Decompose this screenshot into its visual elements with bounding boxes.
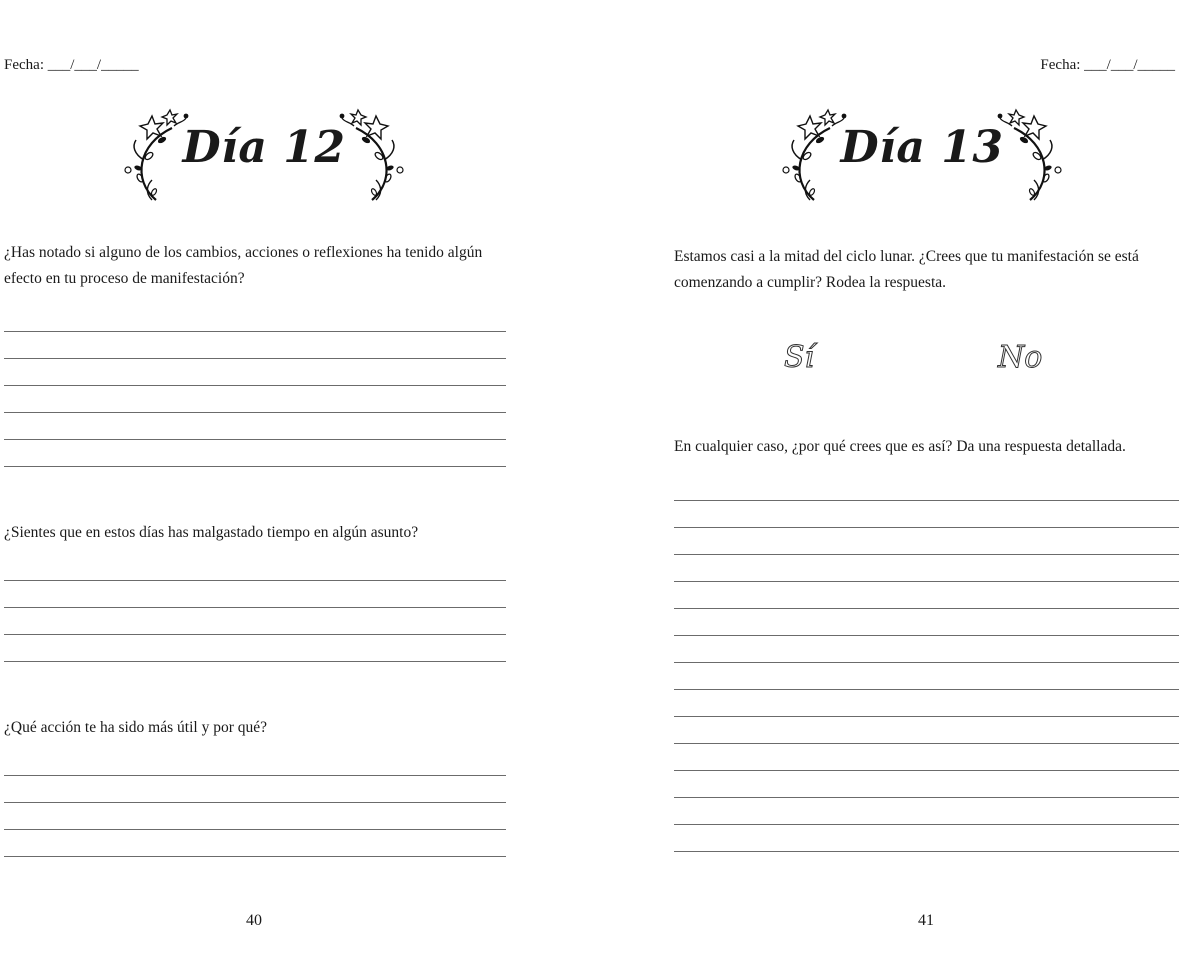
question-2: ¿Sientes que en estos días has malgastado tiempo en algún asunto? (4, 524, 419, 541)
answer-line[interactable] (4, 385, 506, 386)
answer-line[interactable] (4, 775, 506, 776)
left-page (0, 0, 560, 959)
date-field: Fecha: ___/___/_____ (1040, 57, 1175, 73)
answer-line[interactable] (674, 581, 1179, 582)
page-number: 40 (246, 912, 262, 929)
page-number: 41 (918, 912, 934, 929)
date-field: Fecha: ___/___/_____ (4, 57, 139, 73)
answer-line[interactable] (4, 802, 506, 803)
answer-line[interactable] (674, 554, 1179, 555)
question-3: ¿Qué acción te ha sido más útil y por qué? (4, 719, 267, 736)
day-title: Día 12 (182, 122, 346, 173)
question-2: En cualquier caso, ¿por qué crees que es así? Da una respuesta detallada. (674, 438, 1126, 455)
option-no[interactable]: No (998, 340, 1043, 375)
question-1: Estamos casi a la mitad del ciclo lunar. ¿Crees que tu manifestación se está comenzando a cumplir? Rodea la respuesta. (674, 248, 1139, 291)
answer-line[interactable] (674, 608, 1179, 609)
answer-line[interactable] (674, 662, 1179, 663)
answer-line[interactable] (674, 635, 1179, 636)
answer-line[interactable] (4, 607, 506, 608)
answer-line[interactable] (4, 466, 506, 467)
day-title-block (772, 96, 1072, 211)
day-title-block (114, 96, 414, 211)
answer-line[interactable] (674, 770, 1179, 771)
answer-line[interactable] (4, 661, 506, 662)
answer-line[interactable] (674, 851, 1179, 852)
option-yes[interactable]: Sí (784, 340, 815, 375)
answer-line[interactable] (674, 500, 1179, 501)
answer-line[interactable] (4, 829, 506, 830)
answer-line[interactable] (4, 331, 506, 332)
question-1: ¿Has notado si alguno de los cambios, acciones o reflexiones ha tenido algún efecto en tu proceso de manifestación? (4, 244, 483, 287)
right-page (620, 0, 1179, 959)
answer-line[interactable] (674, 797, 1179, 798)
answer-line[interactable] (674, 689, 1179, 690)
answer-line[interactable] (4, 358, 506, 359)
answer-line[interactable] (674, 527, 1179, 528)
answer-line[interactable] (674, 824, 1179, 825)
answer-line[interactable] (4, 439, 506, 440)
day-title: Día 13 (840, 122, 1004, 173)
answer-line[interactable] (4, 580, 506, 581)
answer-line[interactable] (4, 412, 506, 413)
answer-line[interactable] (4, 856, 506, 857)
answer-line[interactable] (674, 716, 1179, 717)
answer-line[interactable] (674, 743, 1179, 744)
answer-line[interactable] (4, 634, 506, 635)
